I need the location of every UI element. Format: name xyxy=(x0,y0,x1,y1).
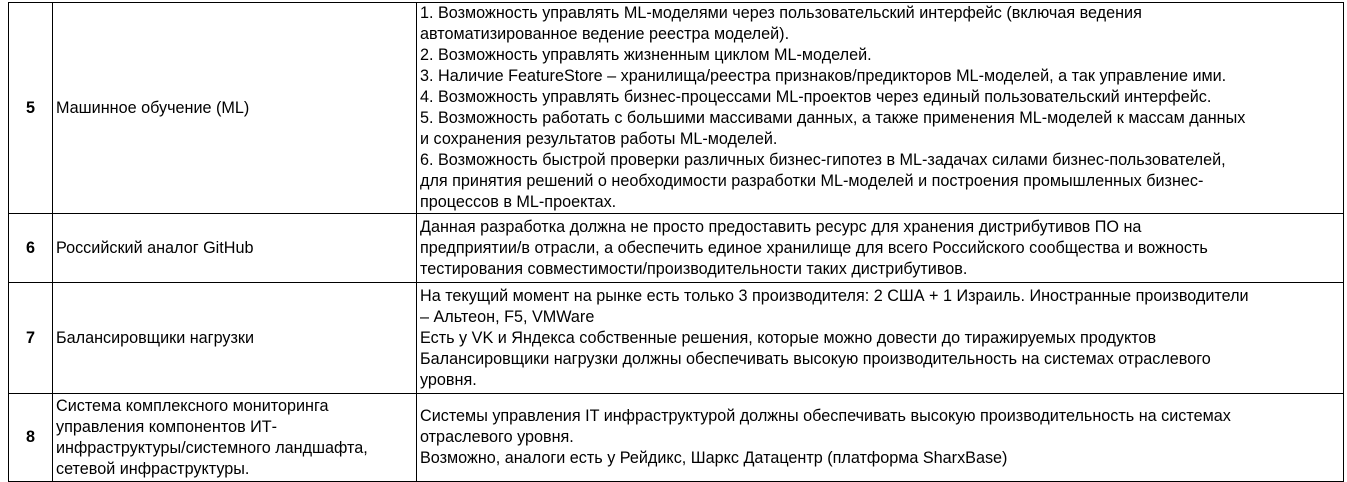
table-row xyxy=(9,214,1344,283)
row-number: 6 xyxy=(9,214,53,283)
row-name: Система комплексного мониторинга управления компонентов ИТ- инфраструктуры/системного ландшафта, сетевой инфраструктуры. xyxy=(53,394,417,482)
table-row xyxy=(9,3,1344,214)
row-description: Системы управления IT инфраструктурой должны обеспечивать высокую производительность на системах отраслевого уровня. Возможно, аналоги есть у Рейдикс, Шаркс Датацентр (платформа SharxBase) xyxy=(417,394,1344,482)
row-description: 1. Возможность управлять ML-моделями через пользовательский интерфейс (включая ведения автоматизированное ведение реестра моделей). 2. Возможность управлять жизненным циклом ML-моделей. 3. Наличие FeatureStore – хранилища/реестра признаков/предикторов ML-моделей, а так управление ими. 4. Возможность управлять бизнес-процессами ML-проектов через единый пользовательский интерфейс. 5. Возможность работать с большими массивами данных, а также применения ML-моделей к массам данных и сохранения результатов работы ML-моделей. 6. Возможность быстрой проверки различных бизнес-гипотез в ML-задачах силами бизнес-пользователей, для принятия решений о необходимости разработки ML-моделей и построения промышленных бизнес- процессов в ML-проектах. xyxy=(417,3,1344,214)
requirements-table xyxy=(8,2,1344,482)
row-name: Балансировщики нагрузки xyxy=(53,283,417,394)
row-number: 8 xyxy=(9,394,53,482)
table-row xyxy=(9,283,1344,394)
row-description: Данная разработка должна не просто предоставить ресурс для хранения дистрибутивов ПО на предприятии/в отрасли, а обеспечить единое хранилище для всего Российского сообщества и вожность тестирования совместимости/производительности таких дистрибутивов. xyxy=(417,214,1344,283)
row-name: Машинное обучение (ML) xyxy=(53,3,417,214)
row-number: 5 xyxy=(9,3,53,214)
row-description: На текущий момент на рынке есть только 3 производителя: 2 США + 1 Израиль. Иностранные производители – Альтеон, F5, VMWare Есть у VK и Яндекса собственные решения, которые можно довести до тиражируемых продуктов Балансировщики нагрузки должны обеспечивать высокую производительность на системах отраслевого уровня. xyxy=(417,283,1344,394)
row-name: Российский аналог GitHub xyxy=(53,214,417,283)
table-row xyxy=(9,394,1344,482)
row-number: 7 xyxy=(9,283,53,394)
